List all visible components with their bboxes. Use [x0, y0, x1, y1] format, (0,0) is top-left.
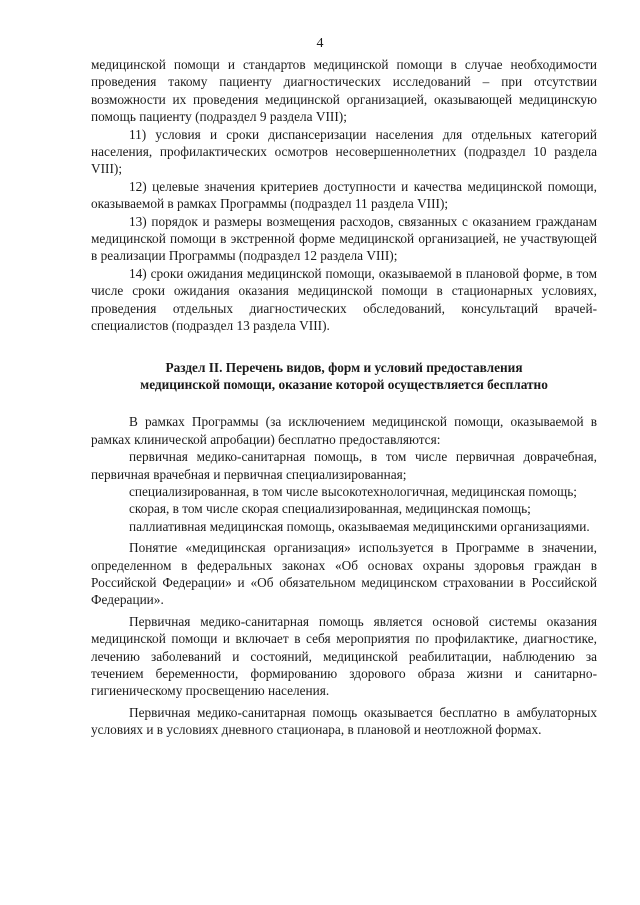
- section-heading-line-1: Раздел II. Перечень видов, форм и условий предоставления: [165, 359, 523, 375]
- care-type-primary: первичная медико-санитарная помощь, в том числе первичная доврачебная, первичная врачебная и первичная специализированная;: [91, 449, 597, 482]
- paragraph-continuation: медицинской помощи и стандартов медицинской помощи в случае необходимости проведения такому пациенту диагностических исследований – при отсутствии возможности их проведения медицинской организацией, оказывающей медицинскую помощь пациенту (подраздел 9 раздела VIII);: [91, 57, 597, 125]
- paragraph-definition: Понятие «медицинская организация» используется в Программе в значении, определенном в федеральных законах «Об основах охраны здоровья граждан в Российской Федерации» и «Об обязательном медицинском страховании в Российской Федерации».: [91, 540, 597, 608]
- care-type-emergency: скорая, в том числе скорая специализированная, медицинская помощь;: [129, 501, 531, 517]
- list-item-14: 14) сроки ожидания медицинской помощи, оказываемой в плановой форме, в том числе сроки ожидания оказания медицинской помощи в стационарных условиях, проведения отдельных диагностических обследований, консультаций врачей-специалистов (подраздел 13 раздела VIII).: [91, 265, 597, 334]
- page-number: 4: [316, 36, 324, 51]
- list-item-12: 12) целевые значения критериев доступности и качества медицинской помощи, оказываемой в рамках Программы (подраздел 11 раздела VIII);: [91, 178, 597, 212]
- section-heading-line-2: медицинской помощи, оказание которой осуществляется бесплатно: [140, 376, 548, 392]
- list-item-13: 13) порядок и размеры возмещения расходов, связанных с оказанием гражданам медицинской помощи в экстренной форме медицинской организацией, не участвующей в реализации Программы (подраздел 12 раздела VIII);: [91, 213, 597, 264]
- document-body: [91, 56, 597, 739]
- section-heading: [91, 359, 597, 394]
- care-type-specialized: специализированная, в том числе высокотехнологичная, медицинская помощь;: [129, 483, 577, 499]
- paragraph-primary-care-conditions: Первичная медико-санитарная помощь оказывается бесплатно в амбулаторных условиях и в условиях дневного стационара, в плановой и неотложной формах.: [91, 704, 597, 738]
- paragraph-intro: В рамках Программы (за исключением медицинской помощи, оказываемой в рамках клинической апробации) бесплатно предоставляются:: [91, 414, 597, 447]
- list-item-11: 11) условия и сроки диспансеризации населения для отдельных категорий населения, профилактических осмотров несовершеннолетних (подраздел 10 раздела VIII);: [91, 126, 597, 177]
- paragraph-primary-care: Первичная медико-санитарная помощь является основой системы оказания медицинской помощи и включает в себя мероприятия по профилактике, диагностике, лечению заболеваний и состояний, медицинской реабилитации, наблюдению за течением беременности, формированию здорового образа жизни и санитарно-гигиеническому просвещению населения.: [91, 613, 597, 699]
- care-type-palliative: паллиативная медицинская помощь, оказываемая медицинскими организациями.: [129, 518, 590, 534]
